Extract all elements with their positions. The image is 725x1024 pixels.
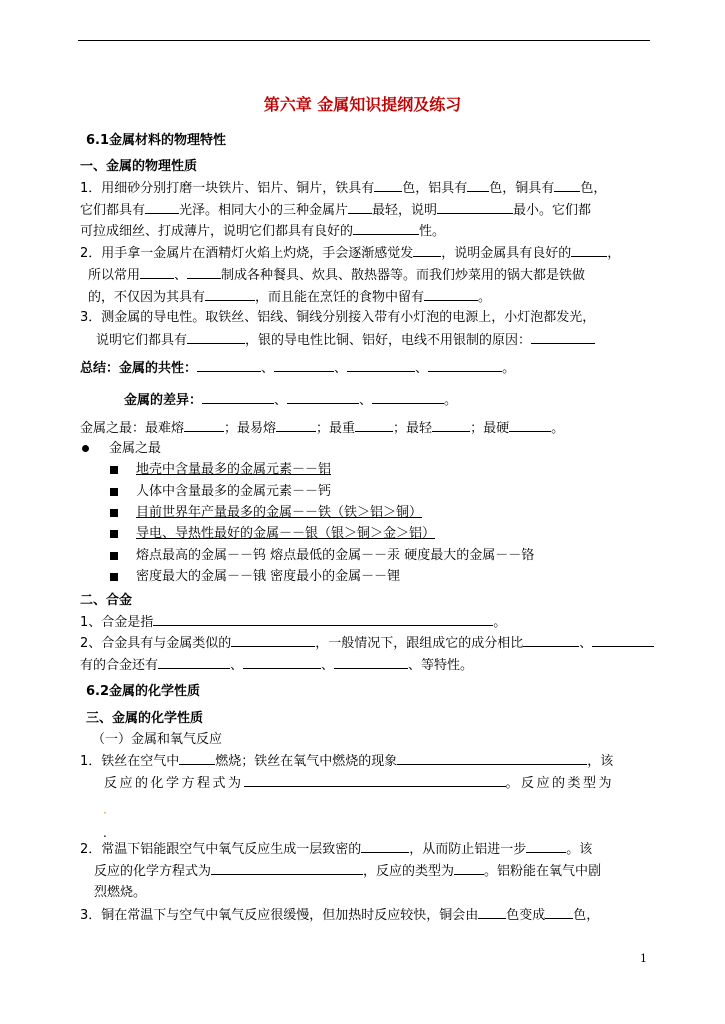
square-bullet-icon: [110, 488, 118, 496]
blank[interactable]: [353, 222, 419, 235]
blank[interactable]: [158, 656, 230, 669]
alloy-line1: [80, 613, 506, 632]
q2-line2: [88, 266, 585, 285]
square-bullet-icon: [110, 552, 118, 560]
blank[interactable]: [187, 331, 245, 344]
r2-text: ，反应的类型为: [363, 864, 455, 879]
q1-text-c: 色，铜具有: [489, 181, 555, 196]
bullet-text: 导电、导热性最好的金属－－银（银＞铜＞金＞铝）: [136, 526, 436, 541]
blank[interactable]: [347, 359, 415, 372]
marker-dot: ·: [103, 806, 107, 820]
blank[interactable]: [276, 419, 316, 432]
section-6-2-heading: 6.2金属的化学性质: [86, 684, 201, 699]
q2-line3: [88, 288, 491, 307]
bullet-main-label: 金属之最: [109, 441, 162, 456]
blank[interactable]: [526, 840, 566, 853]
q1-text-e: 它们都具有: [80, 203, 146, 218]
q3-line2: [96, 331, 595, 350]
superlative-text: ；最易熔: [224, 421, 277, 436]
q1-text-d: 色，: [580, 181, 607, 196]
separator: 、: [274, 393, 288, 408]
q2-text-b: ，说明金属具有良好的: [441, 246, 572, 261]
alloy-text: 、等特性。: [408, 658, 474, 673]
r2-text: 反应的化学方程式为: [94, 864, 212, 879]
blank[interactable]: [374, 179, 402, 192]
r2-text: 。铝粉能在氧气中剧: [484, 864, 602, 879]
blank[interactable]: [205, 288, 255, 301]
q1-line1: [80, 179, 606, 198]
blank[interactable]: [523, 634, 579, 647]
blank[interactable]: [545, 906, 573, 919]
q1-text-a: 1．用细砂分别打磨一块铁片、铝片、铜片，铁具有: [80, 181, 375, 196]
blank[interactable]: [372, 391, 444, 404]
bullet-text: 人体中含量最多的金属元素－－钙: [136, 484, 332, 499]
bullet-text: 熔点最高的金属－－钨 熔点最低的金属－－汞 硬度最大的金属－－铬: [136, 548, 535, 563]
alloy-text: 有的合金还有: [80, 658, 159, 673]
bullet-item: [110, 547, 534, 565]
heading-physical-properties: 一、金属的物理性质: [80, 159, 198, 174]
q2-text-h: ，而且能在烹饪的食物中留有: [255, 290, 425, 305]
separator: 、: [321, 658, 335, 673]
blank[interactable]: [179, 752, 215, 765]
r1-line1: [80, 752, 613, 771]
period: 。: [444, 393, 458, 408]
summary-difference: [124, 391, 457, 410]
blank[interactable]: [571, 244, 607, 257]
bullet-dot-icon: [82, 445, 89, 452]
q1-line3: [80, 222, 445, 241]
blank[interactable]: [509, 419, 551, 432]
alloy-line3: [80, 656, 473, 675]
alloy-text: 2、合金具有与金属类似的: [80, 636, 232, 651]
alloy-text: ，一般情况下，跟组成它的成分相比: [315, 636, 524, 651]
q1-text-f: 光泽。相同大小的三种金属片: [179, 203, 349, 218]
blank[interactable]: [274, 359, 334, 372]
r3-text: 3．铜在常温下与空气中氧气反应很缓慢，但加热时反应较快，铜会由: [80, 908, 479, 923]
square-bullet-icon: [110, 530, 118, 538]
page-number: 1: [640, 952, 647, 965]
blank[interactable]: [437, 201, 513, 214]
q1-line2: [80, 201, 591, 220]
r1-text: ，该: [587, 754, 614, 769]
q1-text-h: 最小。它们都: [513, 203, 592, 218]
r1-text: 燃烧；铁丝在氧气中燃烧的现象: [215, 754, 398, 769]
q1-text-b: 色，铝具有: [402, 181, 468, 196]
summary-common: [80, 359, 515, 378]
subheading-oxygen-reaction: （一）金属和氧气反应: [92, 732, 223, 747]
superlative-text: ；最轻: [393, 421, 433, 436]
superlative-text: ；最重: [316, 421, 356, 436]
blank[interactable]: [428, 359, 502, 372]
separator: 、: [334, 361, 348, 376]
superlative-text: ；最硬: [470, 421, 510, 436]
superlatives-fill: [80, 419, 564, 438]
blank[interactable]: [554, 179, 580, 192]
heading-chemical-properties: 三、金属的化学性质: [86, 711, 204, 726]
page-title: 第六章 金属知识提纲及练习: [263, 95, 462, 114]
q2-text-d: 所以常用: [88, 268, 141, 283]
q2-text-g: 的，不仅因为其具有: [88, 290, 206, 305]
r2-line3: 烈燃烧。: [94, 885, 147, 900]
header-rule: [78, 40, 650, 41]
r2-line1: [80, 840, 592, 859]
blank[interactable]: [197, 359, 261, 372]
section-6-1-heading: 6.1金属材料的物理特性: [86, 133, 227, 148]
r3-line1: [80, 906, 599, 925]
blank[interactable]: [145, 201, 179, 214]
blank[interactable]: [531, 331, 595, 344]
r3-text: 色变成: [506, 908, 546, 923]
blank[interactable]: [467, 179, 489, 192]
q3-text-c: ，银的导电性比铜、铝好，电线不用银制的原因：: [245, 333, 532, 348]
alloy-text: 1、合金是指: [80, 615, 154, 630]
q2-text-i: 。: [478, 290, 492, 305]
marker-dot: .: [103, 826, 107, 840]
separator: 、: [230, 658, 244, 673]
blank[interactable]: [424, 288, 478, 301]
period: 。: [502, 361, 516, 376]
bullet-text: 目前世界年产量最多的金属－－铁（铁＞铝＞铜）: [136, 505, 423, 520]
blank[interactable]: [202, 391, 274, 404]
r1-text: 。反应的类型为: [505, 776, 615, 791]
blank[interactable]: [432, 419, 470, 432]
bullet-main: [82, 440, 161, 458]
separator: 、: [415, 361, 429, 376]
period: 。: [493, 615, 507, 630]
r2-text: ，从而防止铝进一步: [409, 842, 527, 857]
blank[interactable]: [211, 862, 363, 875]
period: 。: [551, 421, 565, 436]
r2-text: 。该: [566, 842, 593, 857]
q2-text-f: 制成各种餐具、炊具、散热器等。而我们炒菜用的锅大都是铁做: [221, 268, 586, 283]
heading-alloy: 二、合金: [80, 593, 133, 608]
r2-text: 2．常温下铝能跟空气中氧气反应生成一层致密的: [80, 842, 362, 857]
r1-text: 1．铁丝在空气中: [80, 754, 180, 769]
bullet-item: [110, 461, 331, 479]
blank[interactable]: [478, 906, 506, 919]
r1-line2: [104, 774, 614, 793]
blank[interactable]: [413, 244, 441, 257]
r3-text: 色，: [573, 908, 600, 923]
blank[interactable]: [140, 266, 174, 279]
q2-text-e: 、: [174, 268, 188, 283]
superlative-text: 金属之最：最难熔: [80, 421, 185, 436]
square-bullet-icon: [110, 573, 118, 581]
r2-line2: [94, 862, 601, 881]
bullet-text: 地壳中含量最多的金属元素－－铝: [136, 462, 332, 477]
blank[interactable]: [355, 419, 393, 432]
separator: 、: [261, 361, 275, 376]
q1-text-j: 性。: [419, 224, 446, 239]
blank[interactable]: [231, 634, 315, 647]
q2-text-c: ，: [607, 246, 621, 261]
blank[interactable]: [454, 862, 484, 875]
q3-text-b: 说明它们都具有: [96, 333, 188, 348]
blank[interactable]: [361, 840, 409, 853]
blank[interactable]: [244, 774, 506, 787]
bullet-item: [110, 568, 400, 586]
q3-line1: 3．测金属的导电性。取铁丝、铝线、铜线分别接入带有小灯泡的电源上，小灯泡都发光，: [80, 310, 596, 325]
separator: 、: [359, 393, 373, 408]
blank[interactable]: [287, 391, 359, 404]
square-bullet-icon: [110, 509, 118, 517]
blank[interactable]: [348, 201, 372, 214]
q2-line1: [80, 244, 620, 263]
summary-label-common: 总结：金属的共性：: [80, 361, 198, 376]
blank[interactable]: [243, 656, 321, 669]
separator: 、: [579, 636, 593, 651]
r1-text: 反应的化学方程式为: [104, 776, 244, 791]
q1-text-g: 最轻，说明: [372, 203, 438, 218]
blank[interactable]: [334, 656, 408, 669]
square-bullet-icon: [110, 466, 118, 474]
blank[interactable]: [592, 634, 654, 647]
bullet-item: [110, 504, 422, 522]
bullet-item: [110, 525, 435, 543]
blank[interactable]: [397, 752, 587, 765]
bullet-text: 密度最大的金属－－锇 密度最小的金属－－锂: [136, 569, 401, 584]
alloy-line2: [80, 634, 654, 653]
q2-text-a: 2．用手拿一金属片在酒精灯火焰上灼烧，手会逐渐感觉发: [80, 246, 414, 261]
bullet-item: [110, 483, 331, 501]
summary-label-difference: 金属的差异：: [124, 393, 203, 408]
blank[interactable]: [187, 266, 221, 279]
blank[interactable]: [153, 613, 493, 626]
blank[interactable]: [184, 419, 224, 432]
q1-text-i: 可拉成细丝、打成薄片，说明它们都具有良好的: [80, 224, 354, 239]
